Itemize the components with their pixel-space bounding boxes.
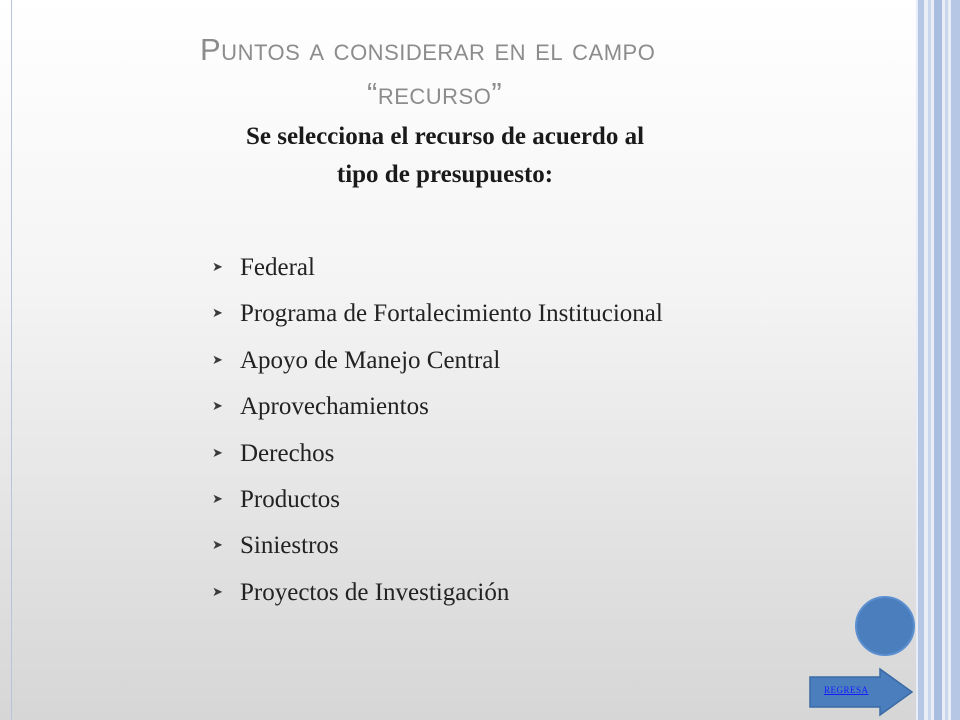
slide-title-line1: Puntos a considerar en el campo xyxy=(200,32,656,67)
arrow-bullet-icon: ➤ xyxy=(212,491,223,507)
list-item xyxy=(212,245,663,291)
list-item xyxy=(212,570,663,616)
slide-title-line2: “recurso” xyxy=(367,76,503,111)
resource-list xyxy=(212,245,663,616)
arrow-bullet-icon: ➤ xyxy=(212,538,223,554)
list-item xyxy=(212,338,663,384)
list-item-label: Federal xyxy=(240,254,315,281)
list-item-label: Productos xyxy=(240,485,340,513)
list-item-label: Programa de Fortalecimiento Institucional xyxy=(240,300,663,328)
list-item-label: Siniestros xyxy=(240,532,339,560)
list-item-label: Proyectos de Investigación xyxy=(240,578,510,606)
list-item-label: Apoyo de Manejo Central xyxy=(240,346,501,374)
slide-subtitle-line2: tipo de presupuesto: xyxy=(336,161,554,188)
arrow-bullet-icon: ➤ xyxy=(212,260,223,275)
arrow-bullet-icon: ➤ xyxy=(212,399,223,415)
list-item-label: Aprovechamientos xyxy=(240,393,429,421)
arrow-bullet-icon: ➤ xyxy=(212,352,223,368)
arrow-bullet-icon: ➤ xyxy=(212,306,223,322)
left-border-line xyxy=(11,0,12,720)
arrow-bullet-icon: ➤ xyxy=(212,584,223,600)
list-item xyxy=(212,477,663,523)
slide-subtitle xyxy=(180,118,710,194)
slide-subtitle-line1: Se selecciona el recurso de acuerdo al xyxy=(245,123,645,150)
list-item xyxy=(212,291,663,337)
slide-title xyxy=(200,28,820,116)
decorative-circle xyxy=(855,596,915,656)
right-decorative-bars xyxy=(916,0,960,720)
regresa-link[interactable]: REGRESA xyxy=(824,685,869,695)
list-item xyxy=(212,384,663,430)
arrow-bullet-icon: ➤ xyxy=(212,445,223,461)
list-item xyxy=(212,431,663,477)
list-item-label: Derechos xyxy=(240,439,335,467)
regresa-button[interactable] xyxy=(808,667,916,717)
list-item xyxy=(212,523,663,569)
